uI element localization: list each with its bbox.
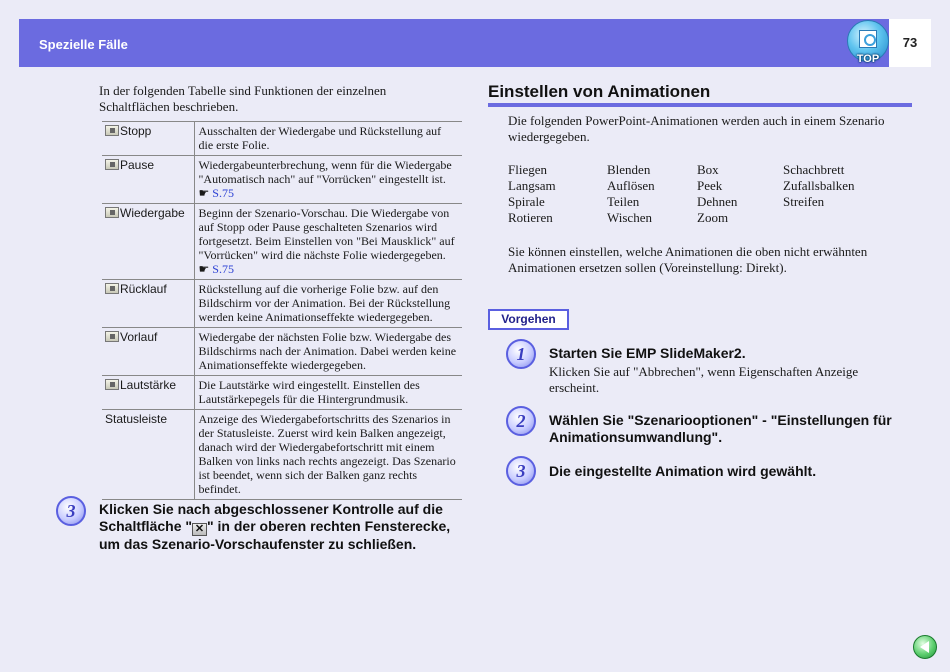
button-description: Wiedergabeunterbrechung, wenn für die Wiedergabe "Automatisch nach" auf "Vorrücken" eingestellt ist. — [198, 158, 452, 186]
volume-icon — [105, 379, 119, 390]
hand-pointer-icon: ☛ — [198, 262, 210, 276]
page-header — [19, 19, 931, 67]
animation-name: Streifen — [783, 194, 825, 209]
animation-name: Blenden — [607, 162, 651, 177]
animation-name: Dehnen — [697, 194, 738, 209]
hand-pointer-icon: ☛ — [198, 186, 210, 200]
step-number-badge: 2 — [506, 406, 536, 436]
animation-name: Wischen — [607, 210, 652, 225]
button-name: Rücklauf — [120, 282, 167, 296]
button-description: Anzeige des Wiedergabefortschritts des Szenarios in der Statusleiste. Zuerst wird kein Balken angezeigt, danach wird der Wiedergabefortschritt mit einem Balken von links nach rechts angezeigt. Das Szenario ist beendet, wenn sich der Balken ganz rechts befindet. — [194, 410, 462, 500]
animation-name — [783, 210, 903, 226]
animation-name: Box — [697, 162, 719, 177]
back-button[interactable] — [913, 635, 937, 659]
rewind-icon — [105, 283, 119, 294]
projector-glyph — [859, 30, 877, 48]
button-description: Beginn der Szenario-Vorschau. Die Wiedergabe von auf Stopp oder Pause geschalteten Szenarios wird fortgesetzt. Beim Einstellen von "Bei Mausklick" auf "Vorrücken" wird die nächste Folie wiedergegeben. — [198, 206, 455, 262]
button-description: Rückstellung auf die vorherige Folie bzw. auf den Bildschirm vor der Animation. Bei der Rückstellung werden keine Animationseffekte wiedergegeben. — [194, 280, 462, 328]
animation-row — [508, 194, 908, 210]
animation-name: Teilen — [607, 194, 640, 209]
top-label: TOP — [856, 53, 880, 65]
animation-name: Schachbrett — [783, 162, 845, 177]
animation-row — [508, 162, 908, 178]
button-name: Vorlauf — [120, 330, 158, 344]
button-name: Pause — [120, 158, 155, 172]
table-row — [102, 328, 462, 376]
button-name: Statusleiste — [102, 410, 194, 500]
page-link[interactable]: S.75 — [212, 262, 234, 276]
button-description: Ausschalten der Wiedergabe und Rückstellung auf die erste Folie. — [194, 122, 462, 156]
arrow-left-icon — [920, 641, 929, 653]
step-instruction: Klicken Sie nach abgeschlossener Kontrolle auf die Schaltfläche " ✕ " in der oberen rechten Fensterecke, um das Szenario-Vorschaufenster zu schließen. — [99, 501, 451, 552]
step-title: Starten Sie EMP SlideMaker2. — [549, 345, 746, 361]
animation-name: Zufallsbalken — [783, 178, 855, 193]
step-detail: Klicken Sie auf "Abbrechen", wenn Eigenschaften Anzeige erscheint. — [549, 364, 859, 395]
animation-row — [508, 210, 908, 226]
animation-name: Zoom — [697, 210, 729, 225]
table-row — [102, 376, 462, 410]
animation-name: Fliegen — [508, 162, 547, 177]
animation-name: Auflösen — [607, 178, 655, 193]
pause-icon — [105, 159, 119, 170]
close-icon: ✕ — [192, 523, 207, 536]
table-row — [102, 280, 462, 328]
table-row — [102, 204, 462, 280]
table-row — [102, 156, 462, 204]
animation-name: Langsam — [508, 178, 556, 193]
button-name: Stopp — [120, 124, 152, 138]
button-name: Wiedergabe — [120, 206, 185, 220]
step-title: Wählen Sie "Szenariooptionen" - "Einstellungen für Animationsumwandlung". — [549, 412, 892, 445]
step-title: Die eingestellte Animation wird gewählt. — [549, 463, 817, 479]
step-number-badge: 1 — [506, 339, 536, 369]
table-row — [102, 122, 462, 156]
section-title: Spezielle Fälle — [39, 37, 128, 52]
section-heading: Einstellen von Animationen — [488, 82, 711, 101]
animation-name: Rotieren — [508, 210, 553, 225]
step-number-badge: 3 — [56, 496, 86, 526]
animation-name: Peek — [697, 178, 723, 193]
stop-icon — [105, 125, 119, 136]
animation-list — [508, 162, 908, 226]
table-row — [102, 410, 462, 500]
animations-replacement-text: Sie können einstellen, welche Animationen die oben nicht erwähnten Animationen ersetzen sollen (Voreinstellung: Direkt). — [508, 244, 868, 275]
animation-name: Spirale — [508, 194, 545, 209]
intro-text: In der folgenden Tabelle sind Funktionen der einzelnen Schaltflächen beschrieben. — [99, 83, 387, 114]
page-number: 73 — [889, 19, 931, 67]
button-function-table — [102, 121, 462, 500]
play-icon — [105, 207, 119, 218]
forward-icon — [105, 331, 119, 342]
button-description: Wiedergabe der nächsten Folie bzw. Wiedergabe des Bildschirms nach der Animation. Dabei werden keine Animationseffekte wiedergegeben. — [194, 328, 462, 376]
top-button[interactable] — [846, 20, 890, 66]
procedure-badge: Vorgehen — [488, 309, 569, 330]
button-name: Lautstärke — [120, 378, 177, 392]
button-description: Die Lautstärke wird eingestellt. Einstellen des Lautstärkepegels für die Hintergrundmusik. — [194, 376, 462, 410]
animations-intro: Die folgenden PowerPoint-Animationen werden auch in einem Szenario wiedergegeben. — [508, 113, 885, 144]
animation-row — [508, 178, 908, 194]
page-link[interactable]: S.75 — [212, 186, 234, 200]
step-number-badge: 3 — [506, 456, 536, 486]
heading-rule — [488, 103, 912, 107]
